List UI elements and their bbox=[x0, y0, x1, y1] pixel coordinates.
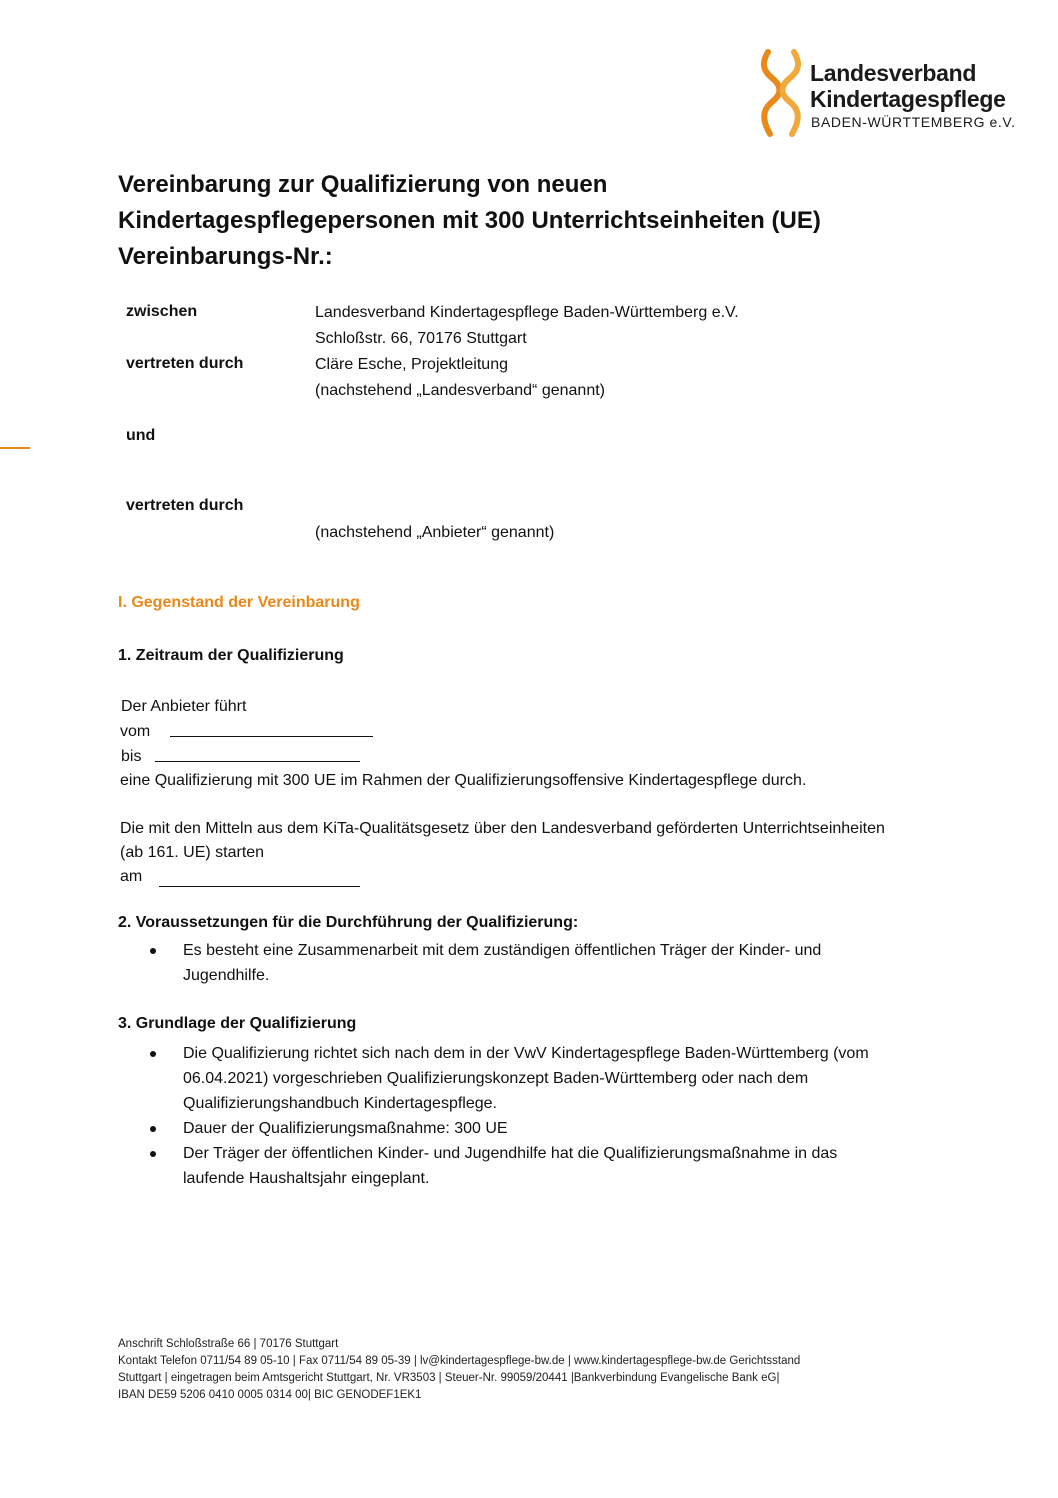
subsection-3-heading: 3. Grundlage der Qualifizierung bbox=[118, 1015, 357, 1032]
list-item: Der Träger der öffentlichen Kinder- und Jugendhilfe hat die Qualifizierungsmaßnahme in das laufende Haushaltsjahr eingeplant. bbox=[150, 1141, 869, 1191]
vertreten-line-1: Cläre Esche, Projektleitung bbox=[315, 356, 508, 373]
vertreten-durch-details-1 bbox=[315, 352, 605, 404]
zwischen-label: zwischen bbox=[126, 303, 198, 320]
vertreten-line-2: (nachstehend „Landesverband“ genannt) bbox=[315, 382, 605, 399]
logo-line-2: Kindertagespflege bbox=[810, 86, 1006, 112]
bullet-icon bbox=[150, 1151, 156, 1157]
start-date-field[interactable] bbox=[159, 886, 360, 887]
funding-paragraph-line-1: Die mit den Mitteln aus dem KiTa-Qualitätsgesetz über den Landesverband geförderten Unterrichtseinheiten bbox=[120, 820, 885, 837]
funding-paragraph-line-2: (ab 161. UE) starten bbox=[120, 844, 265, 861]
vom-date-field[interactable] bbox=[170, 736, 373, 737]
footer-bank: IBAN DE59 5206 0410 0005 0314 00| BIC GENODEF1EK1 bbox=[118, 1389, 422, 1401]
logo-line-1: Landesverband bbox=[810, 60, 977, 86]
title-line-3: Vereinbarungs-Nr.: bbox=[118, 243, 333, 270]
subsection-2-heading: 2. Voraussetzungen für die Durchführung der Qualifizierung: bbox=[118, 914, 579, 931]
bullet-icon bbox=[150, 1051, 156, 1057]
fold-mark bbox=[0, 447, 30, 449]
subsection-1-heading: 1. Zeitraum der Qualifizierung bbox=[118, 647, 344, 664]
list-item: Dauer der Qualifizierungsmaßnahme: 300 UE bbox=[150, 1116, 869, 1141]
anbieter-intro: Der Anbieter führt bbox=[121, 698, 247, 715]
footer-registration: Stuttgart | eingetragen beim Amtsgericht Stuttgart, Nr. VR3503 | Steuer-Nr. 99059/20441 |Bankverbindung Evangelische Bank eG| bbox=[118, 1372, 780, 1384]
section-heading: I. Gegenstand der Vereinbarung bbox=[118, 594, 360, 611]
logo-mark-icon bbox=[760, 48, 802, 140]
zwischen-line-1: Landesverband Kindertagespflege Baden-Württemberg e.V. bbox=[315, 304, 739, 321]
am-label: am bbox=[120, 868, 143, 885]
vom-label: vom bbox=[120, 723, 151, 740]
zwischen-line-2: Schloßstr. 66, 70176 Stuttgart bbox=[315, 330, 527, 347]
bullet-icon bbox=[150, 948, 156, 954]
organization-logo bbox=[760, 48, 1020, 144]
title-line-1: Vereinbarung zur Qualifizierung von neuen bbox=[118, 171, 608, 198]
list-item: Die Qualifizierung richtet sich nach dem in der VwV Kindertagespflege Baden-Württemberg (vom 06.04.2021) vorgeschrieben Qualifizierungskonzept Baden-Württemberg oder nach dem Qualifizierungshandbuch Kindertagespflege. bbox=[150, 1041, 869, 1116]
bullet-icon bbox=[150, 1126, 156, 1132]
document-title bbox=[118, 167, 821, 275]
footer-contact: Kontakt Telefon 0711/54 89 05-10 | Fax 0711/54 89 05-39 | lv@kindertagespflege-bw.de | www.kindertagespflege-bw.de Gerichtsstand bbox=[118, 1355, 801, 1367]
zwischen-details bbox=[315, 300, 739, 352]
vertreten-durch-label-1: vertreten durch bbox=[126, 355, 244, 372]
basis-list bbox=[150, 1041, 869, 1191]
footer-address: Anschrift Schloßstraße 66 | 70176 Stuttgart bbox=[118, 1338, 339, 1350]
list-item: Es besteht eine Zusammenarbeit mit dem zuständigen öffentlichen Träger der Kinder- und Jugendhilfe. bbox=[150, 938, 821, 988]
und-label: und bbox=[126, 427, 156, 444]
bis-date-field[interactable] bbox=[155, 761, 360, 762]
page-footer bbox=[118, 1336, 800, 1404]
logo-line-3: BADEN-WÜRTTEMBERG e.V. bbox=[811, 114, 1016, 130]
bis-label: bis bbox=[121, 748, 142, 765]
title-line-2: Kindertagespflegepersonen mit 300 Unterrichtseinheiten (UE) bbox=[118, 207, 821, 234]
vertreten-durch-label-2: vertreten durch bbox=[126, 497, 244, 514]
vertreten-durch-details-2 bbox=[315, 520, 554, 546]
anbieter-line: (nachstehend „Anbieter“ genannt) bbox=[315, 524, 555, 541]
requirements-list bbox=[150, 938, 821, 988]
qualifizierung-sentence: eine Qualifizierung mit 300 UE im Rahmen der Qualifizierungsoffensive Kindertagespflege durch. bbox=[120, 772, 807, 789]
